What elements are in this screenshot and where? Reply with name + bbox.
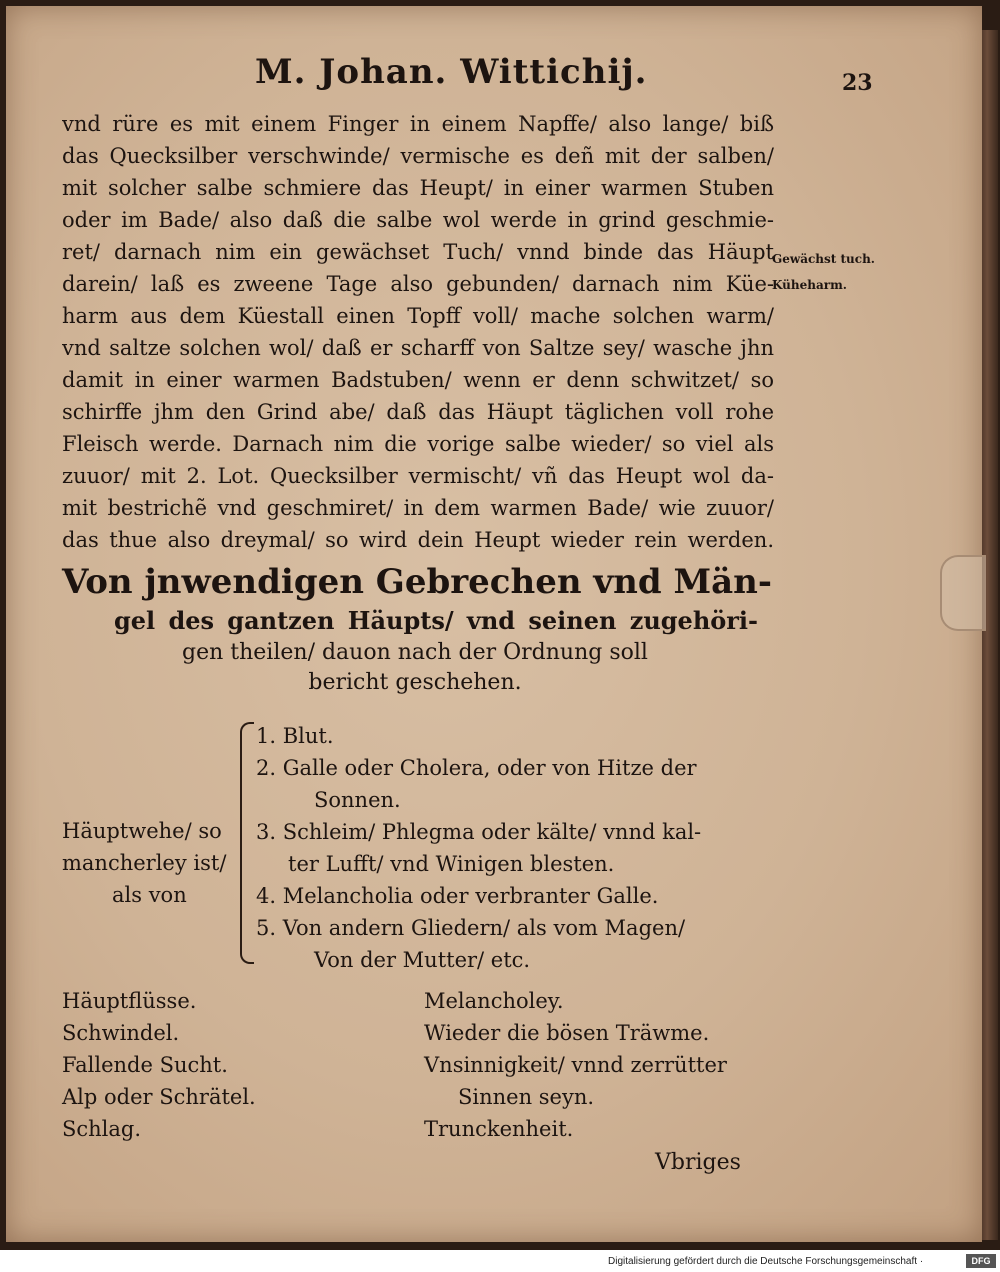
ailment-item: Vnsinnigkeit/ vnnd zerrütter bbox=[424, 1053, 727, 1077]
body-text bbox=[62, 108, 774, 556]
dfg-logo-icon: DFG bbox=[966, 1254, 996, 1268]
cause-item-continuation: Sonnen. bbox=[314, 788, 401, 812]
ailment-item: Schwindel. bbox=[62, 1021, 180, 1045]
body-line: schirffe jhm den Grind abe/ daß das Häupt täglichen voll rohe bbox=[62, 400, 774, 424]
ailment-item: Fallende Sucht. bbox=[62, 1053, 228, 1077]
causes-label bbox=[62, 815, 242, 911]
body-line: das thue also dreymal/ so wird dein Heupt wieder rein werden. bbox=[62, 528, 774, 552]
ailment-item-continuation: Sinnen seyn. bbox=[458, 1085, 595, 1109]
cause-item: 5. Von andern Gliedern/ als vom Magen/ bbox=[256, 916, 686, 940]
cause-item-continuation: ter Lufft/ vnd Winigen blesten. bbox=[288, 852, 615, 876]
body-line: vnd rüre es mit einem Finger in einem Napffe/ also lange/ biß bbox=[62, 112, 774, 136]
causes-label-line: als von bbox=[112, 883, 187, 907]
heading-line: gen theilen/ dauon nach der Ordnung soll bbox=[182, 640, 648, 665]
ailment-item: Melancholey. bbox=[424, 989, 564, 1013]
body-line: mit bestrichẽ vnd geschmiret/ in dem warmen Bade/ wie zuuor/ bbox=[62, 496, 774, 520]
catchword: Vbriges bbox=[655, 1150, 741, 1175]
page-clip-mark bbox=[940, 555, 986, 631]
heading-line: Von jnwendigen Gebrechen vnd Män- bbox=[62, 562, 772, 602]
body-line: zuuor/ mit 2. Lot. Quecksilber vermischt/ vñ das Heupt wol da- bbox=[62, 464, 774, 488]
heading-line: bericht geschehen. bbox=[308, 670, 522, 695]
body-line: das Quecksilber verschwinde/ vermische es deñ mit der salben/ bbox=[62, 144, 774, 168]
body-line: harm aus dem Küestall einen Topff voll/ mache solchen warm/ bbox=[62, 304, 774, 328]
cause-item: 2. Galle oder Cholera, oder von Hitze der bbox=[256, 756, 697, 780]
causes-list bbox=[256, 720, 768, 976]
cause-item: 4. Melancholia oder verbranter Galle. bbox=[256, 884, 659, 908]
heading-line: gel des gantzen Häupts/ vnd seinen zugehöri- bbox=[114, 606, 758, 635]
margin-note-urine: Küheharm. bbox=[772, 278, 847, 292]
footer-credit: Digitalisierung gefördert durch die Deutsche Forschungsgemeinschaft · bbox=[608, 1256, 924, 1267]
ailment-item: Trunckenheit. bbox=[424, 1117, 574, 1141]
cause-item-continuation: Von der Mutter/ etc. bbox=[314, 948, 531, 972]
ailments-list-left bbox=[62, 985, 256, 1145]
ailment-item: Alp oder Schrätel. bbox=[62, 1085, 256, 1109]
ailment-item: Häuptflüsse. bbox=[62, 989, 197, 1013]
body-line: Fleisch werde. Darnach nim die vorige salbe wieder/ so viel als bbox=[62, 432, 774, 456]
ailment-item: Wieder die bösen Träwme. bbox=[424, 1021, 710, 1045]
body-line: damit in einer warmen Badstuben/ wenn er denn schwitzet/ so bbox=[62, 368, 774, 392]
body-line: vnd saltze solchen wol/ daß er scharff von Saltze sey/ wasche jhn bbox=[62, 336, 774, 360]
binding-edge bbox=[980, 30, 998, 1240]
body-line: oder im Bade/ also daß die salbe wol werde in grind geschmie- bbox=[62, 208, 774, 232]
running-header: M. Johan. Wittichij. bbox=[255, 52, 648, 92]
ailments-list-right bbox=[424, 985, 727, 1145]
page-number: 23 bbox=[842, 70, 873, 96]
body-line: darein/ laß es zweene Tage also gebunden/ darnach nim Küe- bbox=[62, 272, 774, 296]
brace-bracket bbox=[240, 722, 254, 964]
causes-label-line: Häuptwehe/ so bbox=[62, 819, 222, 843]
cause-item: 3. Schleim/ Phlegma oder kälte/ vnnd kal- bbox=[256, 820, 702, 844]
body-line: ret/ darnach nim ein gewächset Tuch/ vnnd binde das Häupt bbox=[62, 240, 774, 264]
section-heading bbox=[62, 560, 772, 698]
ailment-item: Schlag. bbox=[62, 1117, 142, 1141]
cause-item: 1. Blut. bbox=[256, 724, 334, 748]
body-line: mit solcher salbe schmiere das Heupt/ in einer warmen Stuben bbox=[62, 176, 774, 200]
causes-label-line: mancherley ist/ bbox=[62, 851, 227, 875]
margin-note-cloth: Gewächst tuch. bbox=[772, 252, 875, 266]
